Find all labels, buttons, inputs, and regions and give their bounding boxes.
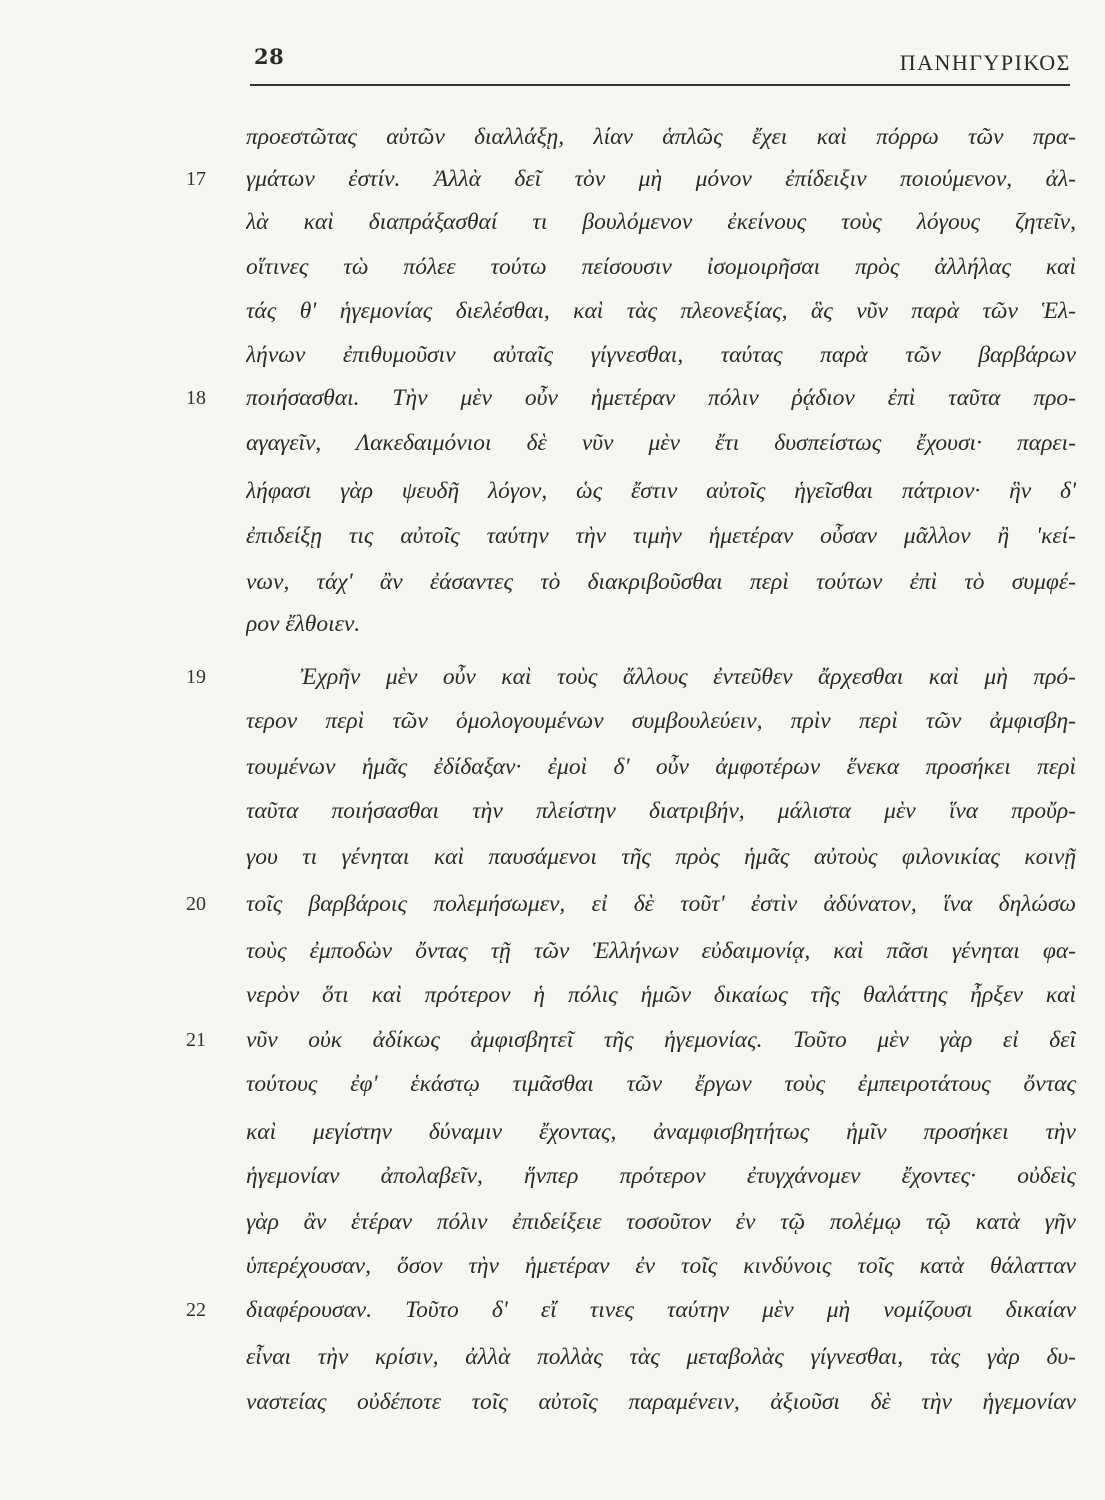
- text-line: τάς θ' ἡγεμονίας διελέσθαι, καὶ τὰς πλεονεξίας, ἃς νῦν παρὰ τῶν Ἑλ-: [246, 298, 1076, 324]
- text-line: οἵτινες τὼ πόλεε τούτω πείσουσιν ἰσομοιρῆσαι πρὸς ἀλλήλας καὶ: [246, 254, 1076, 280]
- text-line: προεστῶτας αὐτῶν διαλλάξῃ, λίαν ἁπλῶς ἔχει καὶ πόρρω τῶν πρα-: [246, 124, 1076, 150]
- section-number: 20: [186, 893, 206, 915]
- text-line: αγαγεῖν, Λακεδαιμόνιοι δὲ νῦν μὲν ἔτι δυσπείστως ἔχουσι· παρει-: [246, 430, 1076, 456]
- section-number: 17: [186, 168, 206, 190]
- text-line: γου τι γένηται καὶ παυσάμενοι τῆς πρὸς ἡμᾶς αὐτοὺς φιλονικίας κοινῇ: [246, 844, 1076, 870]
- text-line: τούτους ἐφ' ἑκάστῳ τιμᾶσθαι τῶν ἔργων τοὺς ἐμπειροτάτους ὄντας: [246, 1071, 1076, 1097]
- section-number: 21: [186, 1029, 206, 1051]
- text-line: λήφασι γὰρ ψευδῆ λόγον, ὡς ἔστιν αὐτοῖς ἡγεῖσθαι πάτριον· ἣν δ': [246, 478, 1076, 504]
- text-line: ὑπερέχουσαν, ὅσον τὴν ἡμετέραν ἐν τοῖς κινδύνοις τοῖς κατὰ θάλατταν: [246, 1253, 1076, 1279]
- text-line: ναστείας οὐδέποτε τοῖς αὐτοῖς παραμένειν, ἀξιοῦσι δὲ τὴν ἡγεμονίαν: [246, 1389, 1076, 1415]
- text-line: νῦν οὐκ ἀδίκως ἀμφισβητεῖ τῆς ἡγεμονίας. Τοῦτο μὲν γὰρ εἰ δεῖ: [246, 1027, 1076, 1053]
- text-line: γὰρ ἂν ἑτέραν πόλιν ἐπιδείξειε τοσοῦτον ἐν τῷ πολέμῳ τῷ κατὰ γῆν: [246, 1209, 1076, 1235]
- text-line: νων, τάχ' ἂν ἐάσαντες τὸ διακριβοῦσθαι περὶ τούτων ἐπὶ τὸ συμφέ-: [246, 569, 1076, 595]
- text-line: λὰ καὶ διαπράξασθαί τι βουλόμενον ἐκείνους τοὺς λόγους ζητεῖν,: [246, 209, 1076, 235]
- text-line: τουμένων ἡμᾶς ἐδίδαξαν· ἐμοὶ δ' οὖν ἀμφοτέρων ἕνεκα προσήκει περὶ: [246, 754, 1076, 780]
- text-line: γμάτων ἐστίν. Ἀλλὰ δεῖ τὸν μὴ μόνον ἐπίδειξιν ποιούμενον, ἀλ-: [246, 166, 1076, 192]
- text-line: τερον περὶ τῶν ὁμολογουμένων συμβουλεύειν, πρὶν περὶ τῶν ἀμφισβη-: [246, 708, 1076, 734]
- section-number: 19: [186, 666, 206, 688]
- text-line: ἡγεμονίαν ἀπολαβεῖν, ἥνπερ πρότερον ἐτυγχάνομεν ἔχοντες· οὐδεὶς: [246, 1163, 1076, 1189]
- header-rule: [250, 84, 1070, 86]
- running-title: ΠΑΝΗΓΥΡΙΚΟΣ: [899, 50, 1071, 75]
- text-line: ἐπιδείξῃ τις αὐτοῖς ταύτην τὴν τιμὴν ἡμετέραν οὖσαν μᾶλλον ἢ 'κεί-: [246, 523, 1076, 549]
- text-line: τοῖς βαρβάροις πολεμήσωμεν, εἰ δὲ τοῦτ' ἐστὶν ἀδύνατον, ἵνα δηλώσω: [246, 891, 1076, 917]
- text-line: ρον ἔλθοιεν.: [246, 611, 361, 637]
- text-line: νερὸν ὅτι καὶ πρότερον ἡ πόλις ἡμῶν δικαίως τῆς θαλάττης ἦρξεν καὶ: [246, 982, 1076, 1008]
- text-line: ταῦτα ποιήσασθαι τὴν πλείστην διατριβήν, μάλιστα μὲν ἵνα προὔρ-: [246, 798, 1076, 824]
- text-line: διαφέρουσαν. Τοῦτο δ' εἴ τινες ταύτην μὲν μὴ νομίζουσι δικαίαν: [246, 1297, 1076, 1323]
- page-number: 28: [254, 44, 285, 69]
- text-line: καὶ μεγίστην δύναμιν ἔχοντας, ἀναμφισβητήτως ἡμῖν προσήκει τὴν: [246, 1119, 1076, 1145]
- text-line: εἶναι τὴν κρίσιν, ἀλλὰ πολλὰς τὰς μεταβολὰς γίγνεσθαι, τὰς γὰρ δυ-: [246, 1344, 1076, 1370]
- text-line: ποιήσασθαι. Τὴν μὲν οὖν ἡμετέραν πόλιν ῥᾴδιον ἐπὶ ταῦτα προ-: [246, 385, 1076, 411]
- text-line: Ἐχρῆν μὲν οὖν καὶ τοὺς ἄλλους ἐντεῦθεν ἄρχεσθαι καὶ μὴ πρό-: [300, 664, 1076, 690]
- section-number: 22: [186, 1299, 206, 1321]
- text-line: τοὺς ἐμποδὼν ὄντας τῇ τῶν Ἑλλήνων εὐδαιμονίᾳ, καὶ πᾶσι γένηται φα-: [246, 938, 1076, 964]
- section-number: 18: [186, 387, 206, 409]
- text-line: λήνων ἐπιθυμοῦσιν αὐταῖς γίγνεσθαι, ταύτας παρὰ τῶν βαρβάρων: [246, 342, 1076, 368]
